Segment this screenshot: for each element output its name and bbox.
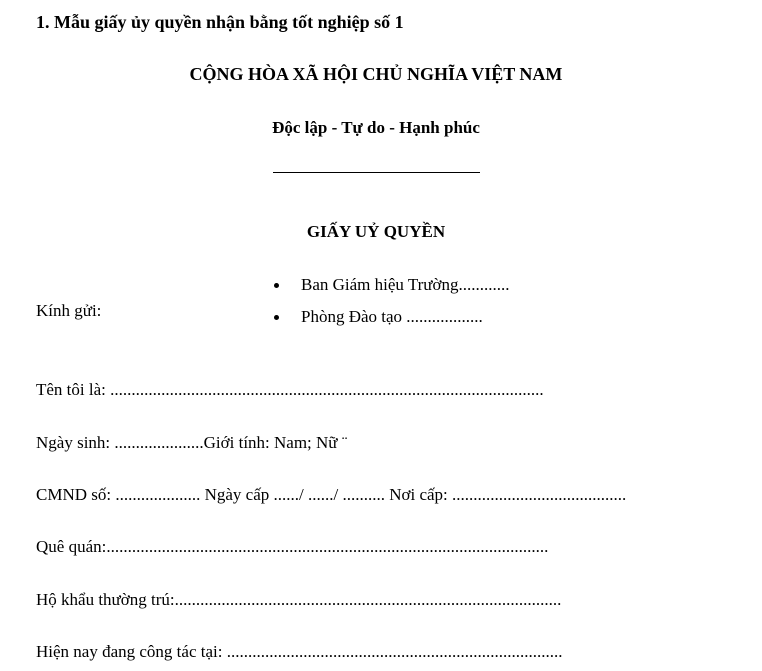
- field-current-workplace: Hiện nay đang công tác tại: ...............................................................................: [36, 642, 563, 661]
- recipient-text: Ban Giám hiệu Trường............: [301, 275, 510, 294]
- bullet-icon: [274, 283, 279, 288]
- motto-underline-divider: [273, 172, 480, 173]
- recipient-item: [274, 275, 510, 295]
- field-permanent-residence: Hộ khẩu thường trú:...........................................................................................: [36, 590, 562, 609]
- field-full-name: Tên tôi là: ......................................................................................................: [36, 380, 544, 399]
- section-heading: 1. Mẫu giấy ủy quyền nhận bằng tốt nghiệp số 1: [36, 12, 404, 32]
- field-hometown: Quê quán:........................................................................................................: [36, 537, 549, 556]
- national-title: CỘNG HÒA XÃ HỘI CHỦ NGHĨA VIỆT NAM: [189, 64, 563, 84]
- recipient-text: Phòng Đào tạo ..................: [301, 307, 483, 326]
- national-motto: Độc lập - Tự do - Hạnh phúc: [272, 118, 480, 137]
- recipient-item: [274, 307, 483, 327]
- recipients-label: Kính gửi:: [36, 301, 102, 320]
- field-birth-date-gender: Ngày sinh: .....................Giới tính: Nam; Nữ ¨: [36, 433, 348, 452]
- document-title: GIẤY UỶ QUYỀN: [306, 222, 446, 241]
- bullet-icon: [274, 315, 279, 320]
- field-id-card: CMND số: .................... Ngày cấp ....../ ....../ .......... Nơi cấp: .........................................: [36, 485, 627, 504]
